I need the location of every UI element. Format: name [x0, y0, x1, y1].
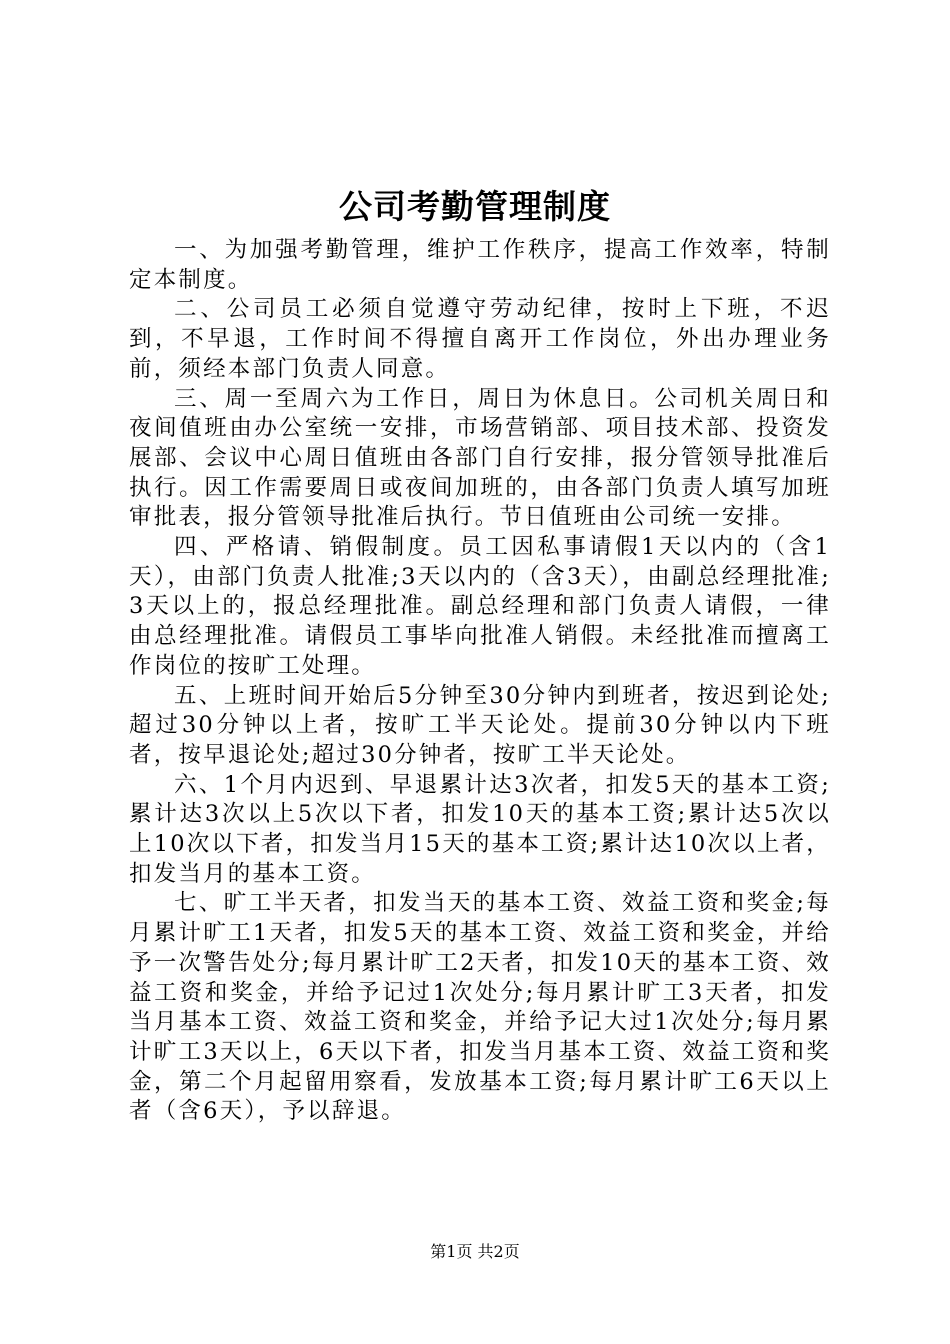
- paragraph-5: 五、上班时间开始后5分钟至30分钟内到班者，按迟到论处;超过30分钟以上者，按旷工半天论处。提前30分钟以内下班者，按早退论处;超过30分钟者，按旷工半天论处。: [129, 682, 831, 768]
- paragraph-2: 二、公司员工必须自觉遵守劳动纪律，按时上下班，不迟到，不早退，工作时间不得擅自离开工作岗位，外出办理业务前，须经本部门负责人同意。: [129, 296, 831, 382]
- document-title: 公司考勤管理制度: [339, 187, 611, 226]
- page-number-footer: 第1页 共2页: [430, 1242, 520, 1261]
- paragraph-7: 七、旷工半天者，扣发当天的基本工资、效益工资和奖金;每月累计旷工1天者，扣发5天的基本工资、效益工资和奖金，并给予一次警告处分;每月累计旷工2天者，扣发10天的基本工资、效益工资和奖金，并给予记过1次处分;每月累计旷工3天者，扣发当月基本工资、效益工资和奖金，并给予记大过1次处分;每月累计旷工3天以上，6天以下者，扣发当月基本工资、效益工资和奖金，第二个月起留用察看，发放基本工资;每月累计旷工6天以上者（含6天），予以辞退。: [129, 890, 831, 1125]
- paragraph-3: 三、周一至周六为工作日，周日为休息日。公司机关周日和夜间值班由办公室统一安排，市场营销部、项目技术部、投资发展部、会议中心周日值班由各部门自行安排，报分管领导批准后执行。因工作需要周日或夜间加班的，由各部门负责人填写加班审批表，报分管领导批准后执行。节日值班由公司统一安排。: [129, 385, 831, 531]
- paragraph-4: 四、严格请、销假制度。员工因私事请假1天以内的（含1天），由部门负责人批准;3天以内的（含3天），由副总经理批准;3天以上的，报总经理批准。副总经理和部门负责人请假，一律由总经理批准。请假员工事毕向批准人销假。未经批准而擅离工作岗位的按旷工处理。: [129, 534, 831, 679]
- paragraph-6: 六、1个月内迟到、早退累计达3次者，扣发5天的基本工资;累计达3次以上5次以下者，扣发10天的基本工资;累计达5次以上10次以下者，扣发当月15天的基本工资;累计达10次以上者，扣发当月的基本工资。: [129, 771, 831, 887]
- paragraph-1: 一、为加强考勤管理，维护工作秩序，提高工作效率，特制定本制度。: [129, 237, 831, 293]
- document-body: [129, 236, 831, 1127]
